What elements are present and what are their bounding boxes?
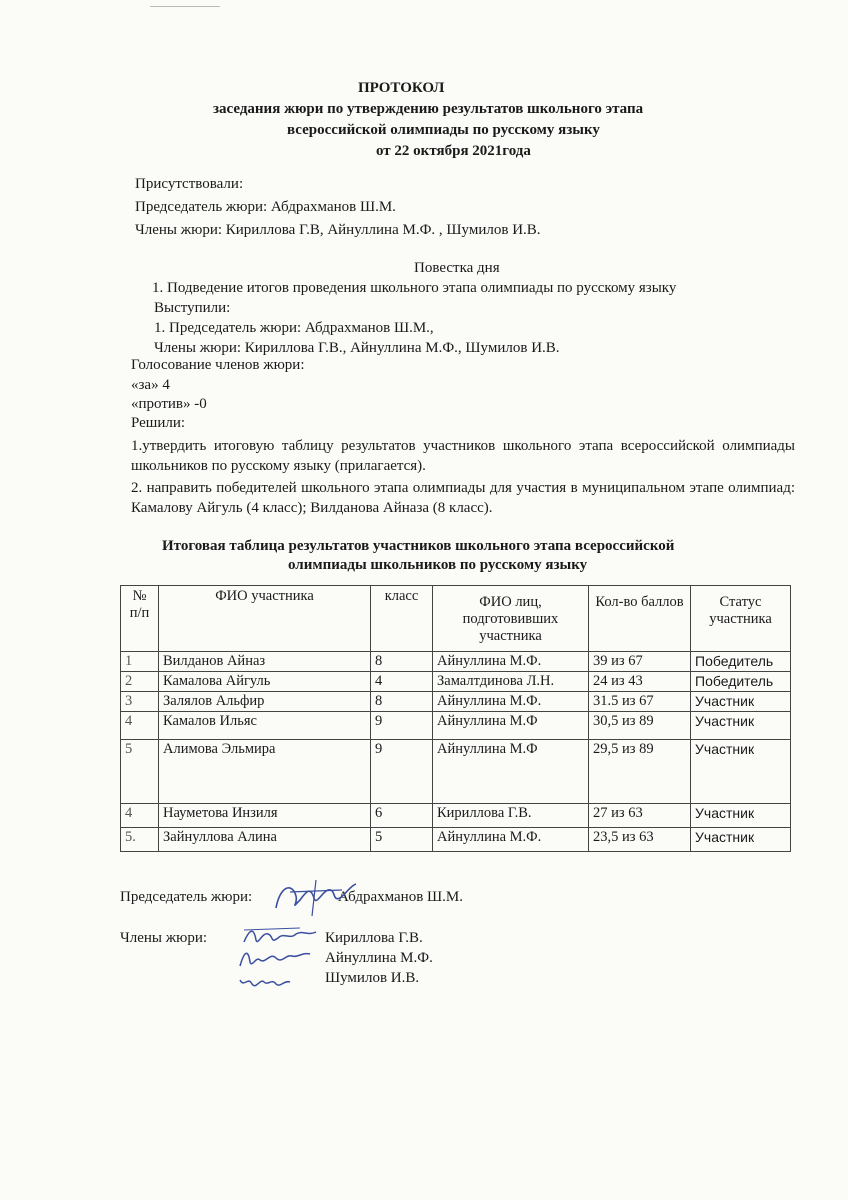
cell-status: Участник — [691, 692, 791, 712]
cell-score: 39 из 67 — [589, 652, 691, 672]
cell-class: 4 — [371, 672, 433, 692]
vote-against: «против» -0 — [131, 396, 207, 412]
member-3-name: Шумилов И.В. — [325, 970, 420, 986]
cell-status: Участник — [691, 804, 791, 828]
cell-name: Залялов Альфир — [159, 692, 371, 712]
member-1-signature — [240, 924, 320, 948]
cell-name: Науметова Инзиля — [159, 804, 371, 828]
results-table — [120, 585, 791, 852]
decision-1: 1.утвердить итоговую таблицу результатов участников школьного этапа всероссийской олимпиады школьников по русскому языку (прилагается). — [131, 438, 795, 474]
speaker-2: Члены жюри: Кириллова Г.В., Айнуллина М.Ф., Шумилов И.В. — [154, 340, 560, 356]
cell-class: 6 — [371, 804, 433, 828]
cell-name: Камалова Айгуль — [159, 672, 371, 692]
member-2-signature — [236, 946, 316, 970]
header-line-2: всероссийской олимпиады по русскому языку — [287, 122, 600, 138]
cell-name: Зайнуллова Алина — [159, 828, 371, 852]
member-2-name: Айнуллина М.Ф. — [325, 950, 433, 966]
member-1-name: Кириллова Г.В. — [325, 930, 423, 946]
header-name: ФИО участника — [159, 586, 371, 652]
cell-number: 1 — [121, 652, 159, 672]
speaker-1: 1. Председатель жюри: Абдрахманов Ш.М., — [154, 320, 434, 336]
cell-score: 29,5 из 89 — [589, 740, 691, 804]
cell-score: 30,5 из 89 — [589, 712, 691, 740]
header-status: Статус участника — [691, 586, 791, 652]
cell-number: 5. — [121, 828, 159, 852]
cell-status: Участник — [691, 712, 791, 740]
table-row — [121, 692, 791, 712]
cell-score: 23,5 из 63 — [589, 828, 691, 852]
cell-teacher: Айнуллина М.Ф — [433, 740, 589, 804]
agenda-item-1: 1. Подведение итогов проведения школьного этапа олимпиады по русскому языку — [152, 280, 677, 296]
header-class: класс — [371, 586, 433, 652]
header-score: Кол-во баллов — [589, 586, 691, 652]
members-line: Члены жюри: Кириллова Г.В, Айнуллина М.Ф. , Шумилов И.В. — [135, 222, 541, 238]
table-row — [121, 804, 791, 828]
cell-number: 3 — [121, 692, 159, 712]
table-row — [121, 740, 791, 804]
table-row — [121, 652, 791, 672]
cell-name: Камалов Ильяс — [159, 712, 371, 740]
table-row — [121, 828, 791, 852]
cell-status: Участник — [691, 828, 791, 852]
cell-teacher: Айнуллина М.Ф. — [433, 652, 589, 672]
decision-title: Решили: — [131, 415, 186, 431]
cell-teacher: Айнуллина М.Ф — [433, 712, 589, 740]
cell-score: 24 из 43 — [589, 672, 691, 692]
table-title-1: Итоговая таблица результатов участников школьного этапа всероссийской — [162, 538, 675, 554]
members-signature-label: Члены жюри: — [120, 930, 208, 946]
chair-signature-name: Абдрахманов Ш.М. — [338, 889, 463, 905]
cell-number: 5 — [121, 740, 159, 804]
document-title: ПРОТОКОЛ — [358, 80, 445, 96]
cell-class: 8 — [371, 652, 433, 672]
cell-class: 9 — [371, 740, 433, 804]
cell-number: 4 — [121, 804, 159, 828]
table-title-2: олимпиады школьников по русскому языку — [288, 557, 588, 573]
cell-score: 27 из 63 — [589, 804, 691, 828]
present-label: Присутствовали: — [135, 176, 244, 192]
cell-status: Участник — [691, 740, 791, 804]
table-row — [121, 712, 791, 740]
table-header-row — [121, 586, 791, 652]
cell-status: Победитель — [691, 652, 791, 672]
vote-for: «за» 4 — [131, 377, 170, 393]
cell-name: Алимова Эльмира — [159, 740, 371, 804]
cell-class: 8 — [371, 692, 433, 712]
scan-artifact — [150, 6, 220, 7]
header-line-1: заседания жюри по утверждению результатов школьного этапа — [213, 101, 644, 117]
chair-line: Председатель жюри: Абдрахманов Ш.М. — [135, 199, 396, 215]
cell-teacher: Кириллова Г.В. — [433, 804, 589, 828]
agenda-title: Повестка дня — [414, 260, 500, 276]
member-3-signature — [236, 968, 296, 992]
vote-title: Голосование членов жюри: — [131, 357, 305, 373]
cell-number: 2 — [121, 672, 159, 692]
cell-class: 9 — [371, 712, 433, 740]
table-row — [121, 672, 791, 692]
cell-name: Вилданов Айназ — [159, 652, 371, 672]
cell-teacher: Замалтдинова Л.Н. — [433, 672, 589, 692]
header-number: № п/п — [121, 586, 159, 652]
cell-teacher: Айнуллина М.Ф. — [433, 692, 589, 712]
cell-number: 4 — [121, 712, 159, 740]
header-date: от 22 октября 2021года — [376, 143, 531, 159]
cell-status: Победитель — [691, 672, 791, 692]
chair-signature-label: Председатель жюри: — [120, 889, 253, 905]
cell-teacher: Айнуллина М.Ф. — [433, 828, 589, 852]
spoke-label: Выступили: — [154, 300, 231, 316]
decision-2: 2. направить победителей школьного этапа олимпиады для участия в муниципальном этапе олимпиад: Камалову Айгуль (4 класс); Вилданова Айназа (8 класс). — [131, 480, 795, 516]
header-teacher: ФИО лиц, подготовивших участника — [433, 586, 589, 652]
cell-score: 31.5 из 67 — [589, 692, 691, 712]
cell-class: 5 — [371, 828, 433, 852]
